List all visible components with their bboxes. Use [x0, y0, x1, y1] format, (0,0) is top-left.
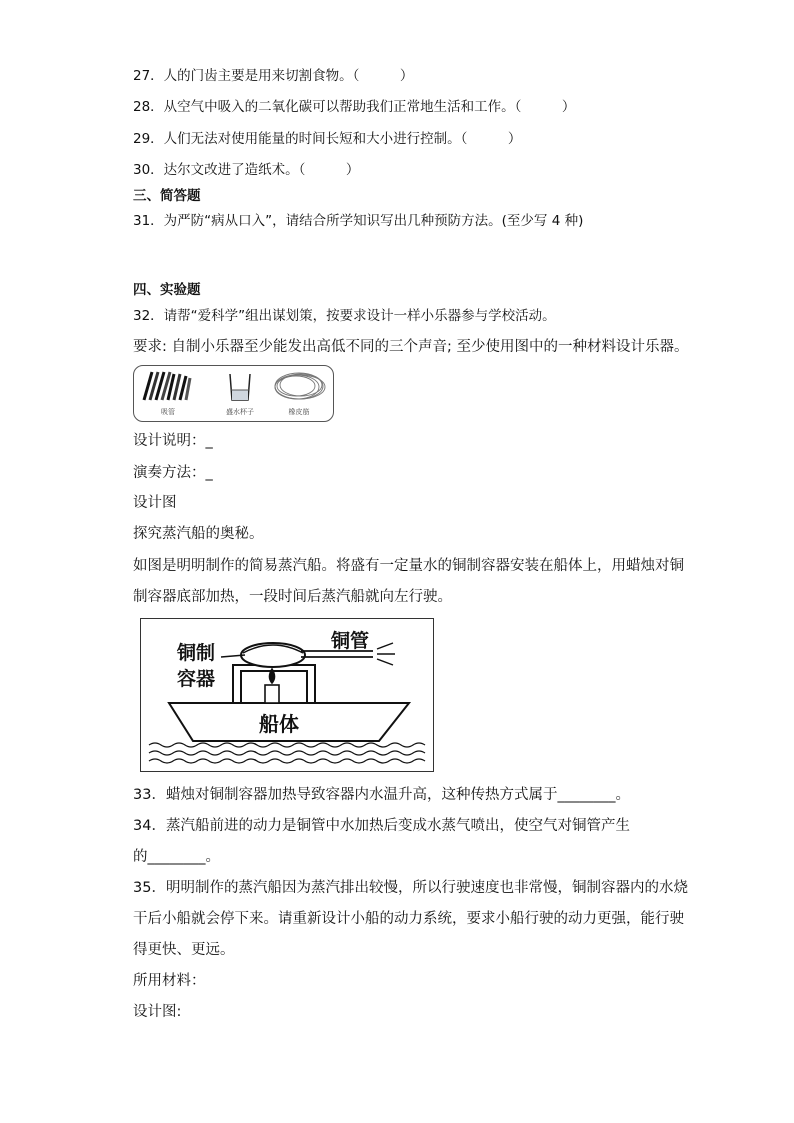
- water-waves: [149, 743, 425, 763]
- question-27: 27．人的门齿主要是用来切割食物。（ ）: [133, 68, 414, 84]
- design-figure-label: 设计图: [133, 495, 177, 511]
- candle: [265, 669, 279, 703]
- steamboat-intro-2: 制容器底部加热，一段时间后蒸汽船就向左行驶。: [133, 589, 452, 605]
- label-hull: 船体: [259, 712, 299, 736]
- question-34-line1: 34．蒸汽船前进的动力是铜管中水加热后变成水蒸气喷出，使空气对铜管产生: [133, 818, 630, 834]
- straws-image: [144, 372, 190, 400]
- question-33: 33．蜡烛对铜制容器加热导致容器内水温升高，这种传热方式属于________。: [133, 787, 630, 803]
- material-label-rubber-band: 橡皮筋: [288, 408, 310, 416]
- question-31: 31．为严防“病从口入”，请结合所学知识写出几种预防方法。(至少写 4 种): [133, 213, 584, 229]
- materials-illustration: [134, 366, 333, 421]
- section-3-title: 三、简答题: [133, 188, 201, 204]
- materials-figure: [133, 365, 334, 422]
- question-30: 30．达尔文改进了造纸术。（ ）: [133, 162, 360, 178]
- question-32: 32．请帮“爱科学”组出谋划策，按要求设计一样小乐器参与学校活动。: [133, 308, 556, 324]
- question-35-line2: 干后小船就会停下来。请重新设计小船的动力系统，要求小船行驶的动力更强，能行驶: [133, 911, 684, 927]
- play-method: 演奏方法：_: [133, 465, 213, 481]
- question-34-line2: 的________。: [133, 849, 220, 865]
- material-label-cup: 盛水杯子: [226, 408, 254, 416]
- steamboat-intro-1: 如图是明明制作的简易蒸汽船。将盛有一定量水的铜制容器安装在船体上，用蜡烛对铜: [133, 558, 684, 574]
- label-pipe: 铜管: [331, 630, 370, 652]
- question-35-line3: 得更快、更远。: [133, 942, 235, 958]
- question-35-design: 设计图:: [133, 1004, 182, 1020]
- material-label-straw: 吸管: [161, 408, 175, 416]
- steamboat-illustration: [141, 619, 433, 771]
- steamboat-figure: [140, 618, 434, 772]
- water-cup-image: [230, 374, 250, 400]
- question-32-requirement: 要求: 自制小乐器至少能发出高低不同的三个声音; 至少使用图中的一种材料设计乐器。: [133, 339, 689, 355]
- steam-jet: [377, 643, 395, 665]
- question-28: 28．从空气中吸入的二氧化碳可以帮助我们正常地生活和工作。（ ）: [133, 99, 576, 115]
- label-container-top: 铜制: [177, 642, 216, 664]
- design-note: 设计说明：_: [133, 433, 213, 449]
- question-29: 29．人们无法对使用能量的时间长短和大小进行控制。（ ）: [133, 131, 522, 147]
- question-35-materials: 所用材料：: [133, 973, 206, 989]
- copper-container: [241, 643, 305, 667]
- question-35-line1: 35．明明制作的蒸汽船因为蒸汽排出较慢，所以行驶速度也非常慢，铜制容器内的水烧: [133, 880, 688, 896]
- rubber-bands-image: [275, 373, 325, 399]
- section-4-title: 四、实验题: [133, 282, 201, 298]
- steamboat-heading: 探究蒸汽船的奥秘。: [133, 526, 264, 542]
- label-container-bottom: 容器: [177, 668, 216, 690]
